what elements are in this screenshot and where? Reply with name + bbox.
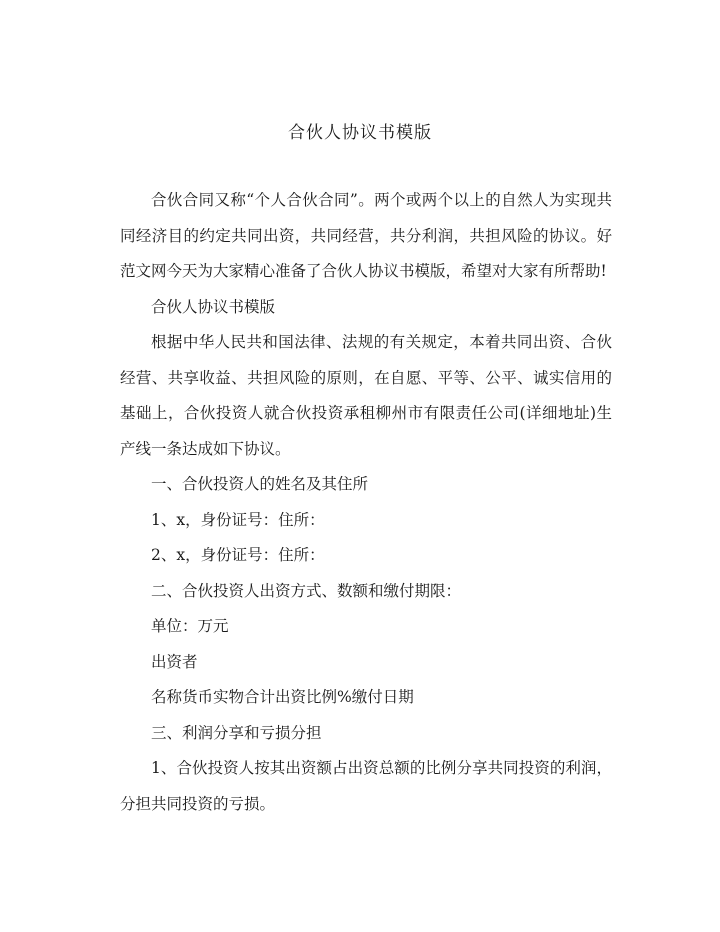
template-subtitle: 合伙人协议书模版	[151, 297, 276, 316]
preamble-paragraph: 根据中华人民共和国法律、法规的有关规定，本着共同出资、合伙经营、共享收益、共担风险的原则，在自愿、平等、公平、诚实信用的基础上，合伙投资人就合伙投资承租柳州市有限责任公司(详细地址)生产线一条达成如下协议。	[120, 333, 612, 458]
document-title: 合伙人协议书模版	[288, 123, 432, 143]
table-header-line: 名称货币实物合计出资比例%缴付日期	[151, 688, 414, 706]
intro-paragraph: 合伙合同又称“个人合伙合同”。两个或两个以上的自然人为实现共同经济目的约定共同出资，共同经营，共分利润，共担风险的协议。好范文网今天为大家精心准备了合伙人协议书模版，希望对大家有所帮助!	[120, 191, 612, 280]
profit-clause-paragraph: 1、合伙投资人按其出资额占出资总额的比例分享共同投资的利润，分担共同投资的亏损。	[120, 759, 612, 813]
section-heading-1: 一、合伙投资人的姓名及其住所	[151, 475, 369, 493]
partner-line-1: 1、x，身份证号：住所：	[151, 510, 325, 529]
document-body	[120, 183, 612, 822]
section-heading-2: 二、合伙投资人出资方式、数额和缴付期限：	[151, 581, 462, 600]
unit-line: 单位：万元	[151, 617, 229, 635]
section-heading-3: 三、利润分享和亏损分担	[151, 723, 322, 742]
partner-line-2: 2、x，身份证号：住所：	[151, 546, 325, 564]
investor-line: 出资者	[151, 652, 198, 671]
